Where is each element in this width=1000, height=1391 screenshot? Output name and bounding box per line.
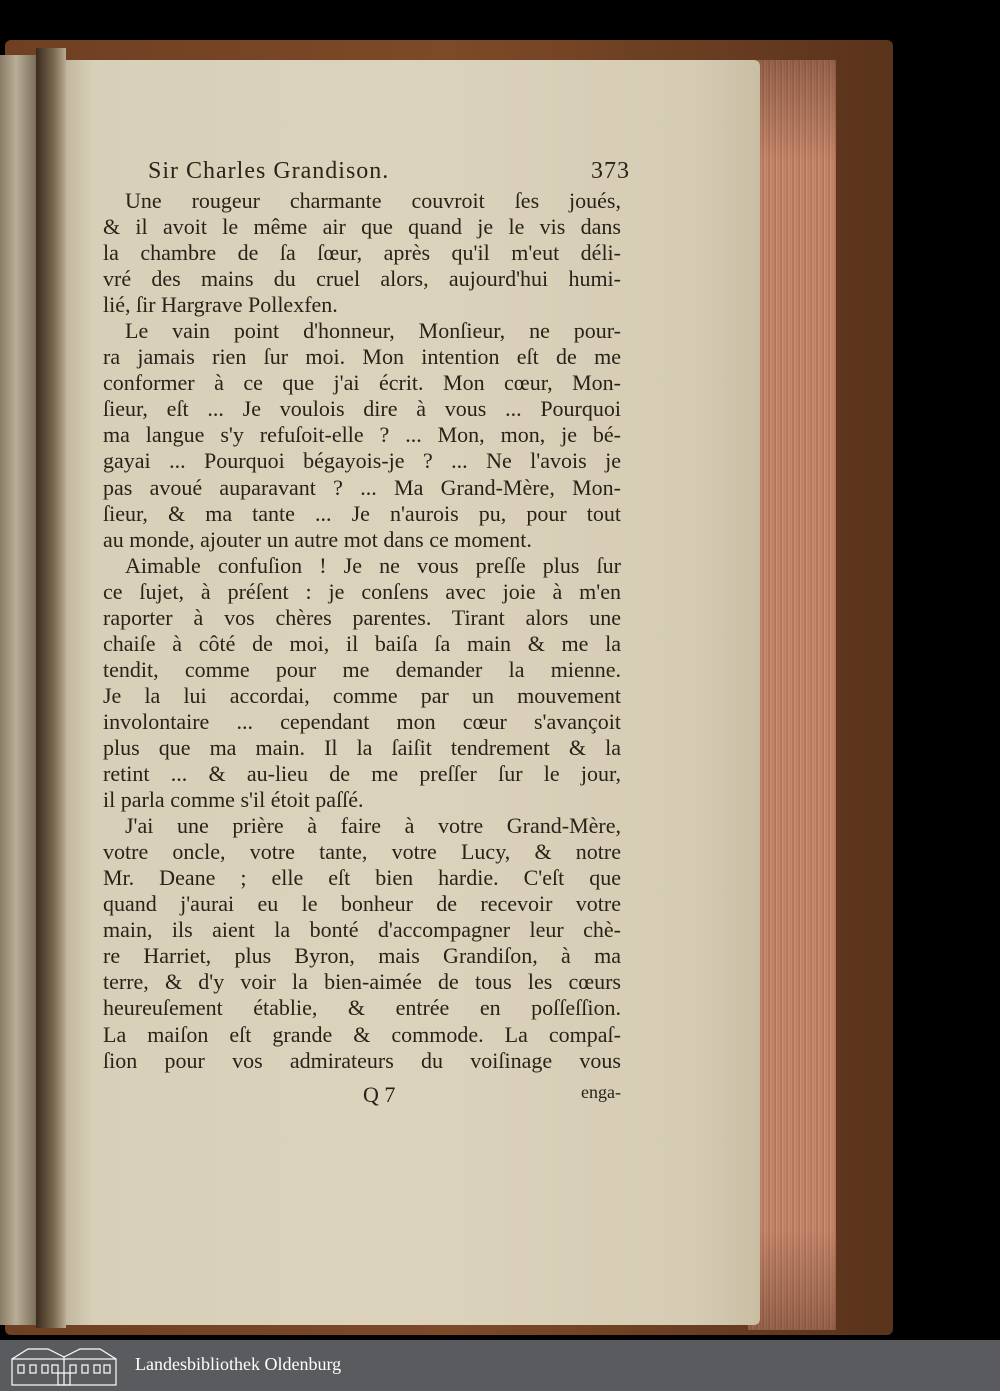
text-line: pas avoué auparavant ? ... Ma Grand-Mère, Mon-	[103, 474, 621, 500]
text-line: main, ils aient la bonté d'accompagner leur chè-	[103, 917, 621, 943]
text-line: J'ai une prière à faire à votre Grand-Mère,	[125, 813, 621, 839]
running-head	[100, 150, 630, 190]
text-line: ma langue s'y refuſoit-elle ? ... Mon, mon, je bé-	[103, 422, 621, 448]
catchword: enga-	[581, 1082, 621, 1102]
text-line: Mr. Deane ; elle eſt bien hardie. C'eſt que	[103, 865, 621, 891]
text-line: plus que ma main. Il la ſaiſit tendrement & la	[103, 734, 621, 760]
book-gutter	[36, 48, 66, 1328]
text-line: ra jamais rien ſur moi. Mon intention eſt de me	[103, 344, 621, 370]
page-edges-fore-edge	[748, 60, 836, 1330]
text-line: lié, ſir Hargrave Pollexfen.	[103, 292, 338, 318]
text-line: gayai ... Pourquoi bégayois-je ? ... Ne l'avois je	[103, 448, 621, 474]
library-building-logo-icon	[8, 1345, 120, 1387]
text-line: raporter à vos chères parentes. Tirant alors une	[103, 604, 621, 630]
text-line: la chambre de ſa ſœur, après qu'il m'eut déli-	[103, 240, 621, 266]
text-line: quand j'aurai eu le bonheur de recevoir votre	[103, 891, 621, 917]
library-footer-bar	[0, 1340, 1000, 1391]
text-line: tendit, comme pour me demander la mienne.	[103, 656, 621, 682]
page-footer	[103, 1078, 621, 1108]
signature-mark: Q 7	[363, 1082, 396, 1107]
library-name: Landesbibliothek Oldenburg	[135, 1354, 342, 1374]
text-line: Une rougeur charmante couvroit ſes joués,	[125, 188, 621, 213]
text-line: ſion pour vos admirateurs du voiſinage vous	[103, 1047, 621, 1073]
text-line: votre oncle, votre tante, votre Lucy, & notre	[103, 839, 621, 865]
text-line: ſieur, eſt ... Je voulois dire à vous ... Pourquoi	[103, 396, 621, 422]
text-line: il parla comme s'il étoit paſſé.	[103, 787, 364, 813]
text-line: terre, & d'y voir la bien-aimée de tous les cœurs	[103, 969, 621, 995]
text-line: Aimable confuſion ! Je ne vous preſſe plus ſur	[125, 552, 621, 578]
text-line: involontaire ... cependant mon cœur s'avançoit	[103, 708, 621, 734]
text-line: retint ... & au-lieu de me preſſer ſur le jour,	[103, 761, 621, 787]
text-line: ce ſujet, à préſent : je conſens avec joie à m'en	[103, 578, 621, 604]
text-line: Le vain point d'honneur, Monſieur, ne pour-	[125, 318, 621, 344]
text-line: re Harriet, plus Byron, mais Grandiſon, à ma	[103, 943, 621, 969]
text-line: conformer à ce que j'ai écrit. Mon cœur, Mon-	[103, 370, 621, 396]
text-line: Je la lui accordai, comme par un mouvement	[103, 682, 621, 708]
running-head-title: Sir Charles Grandison.	[148, 158, 390, 184]
text-line: vré des mains du cruel alors, aujourd'hui humi-	[103, 266, 621, 292]
text-line: La maiſon eſt grande & commode. La compaſ-	[103, 1021, 621, 1047]
text-line: ſieur, & ma tante ... Je n'aurois pu, pour tout	[103, 500, 621, 526]
left-page-edge	[0, 55, 40, 1325]
text-line: au monde, ajouter un autre mot dans ce moment.	[103, 526, 532, 552]
text-line: & il avoit le même air que quand je le vis dans	[103, 214, 621, 240]
text-line: heureuſement établie, & entrée en poſſeſſion.	[103, 995, 621, 1021]
text-line: chaiſe à côté de moi, il baiſa ſa main & me la	[103, 630, 621, 656]
page-number: 373	[591, 158, 630, 184]
body-text	[103, 188, 621, 1074]
